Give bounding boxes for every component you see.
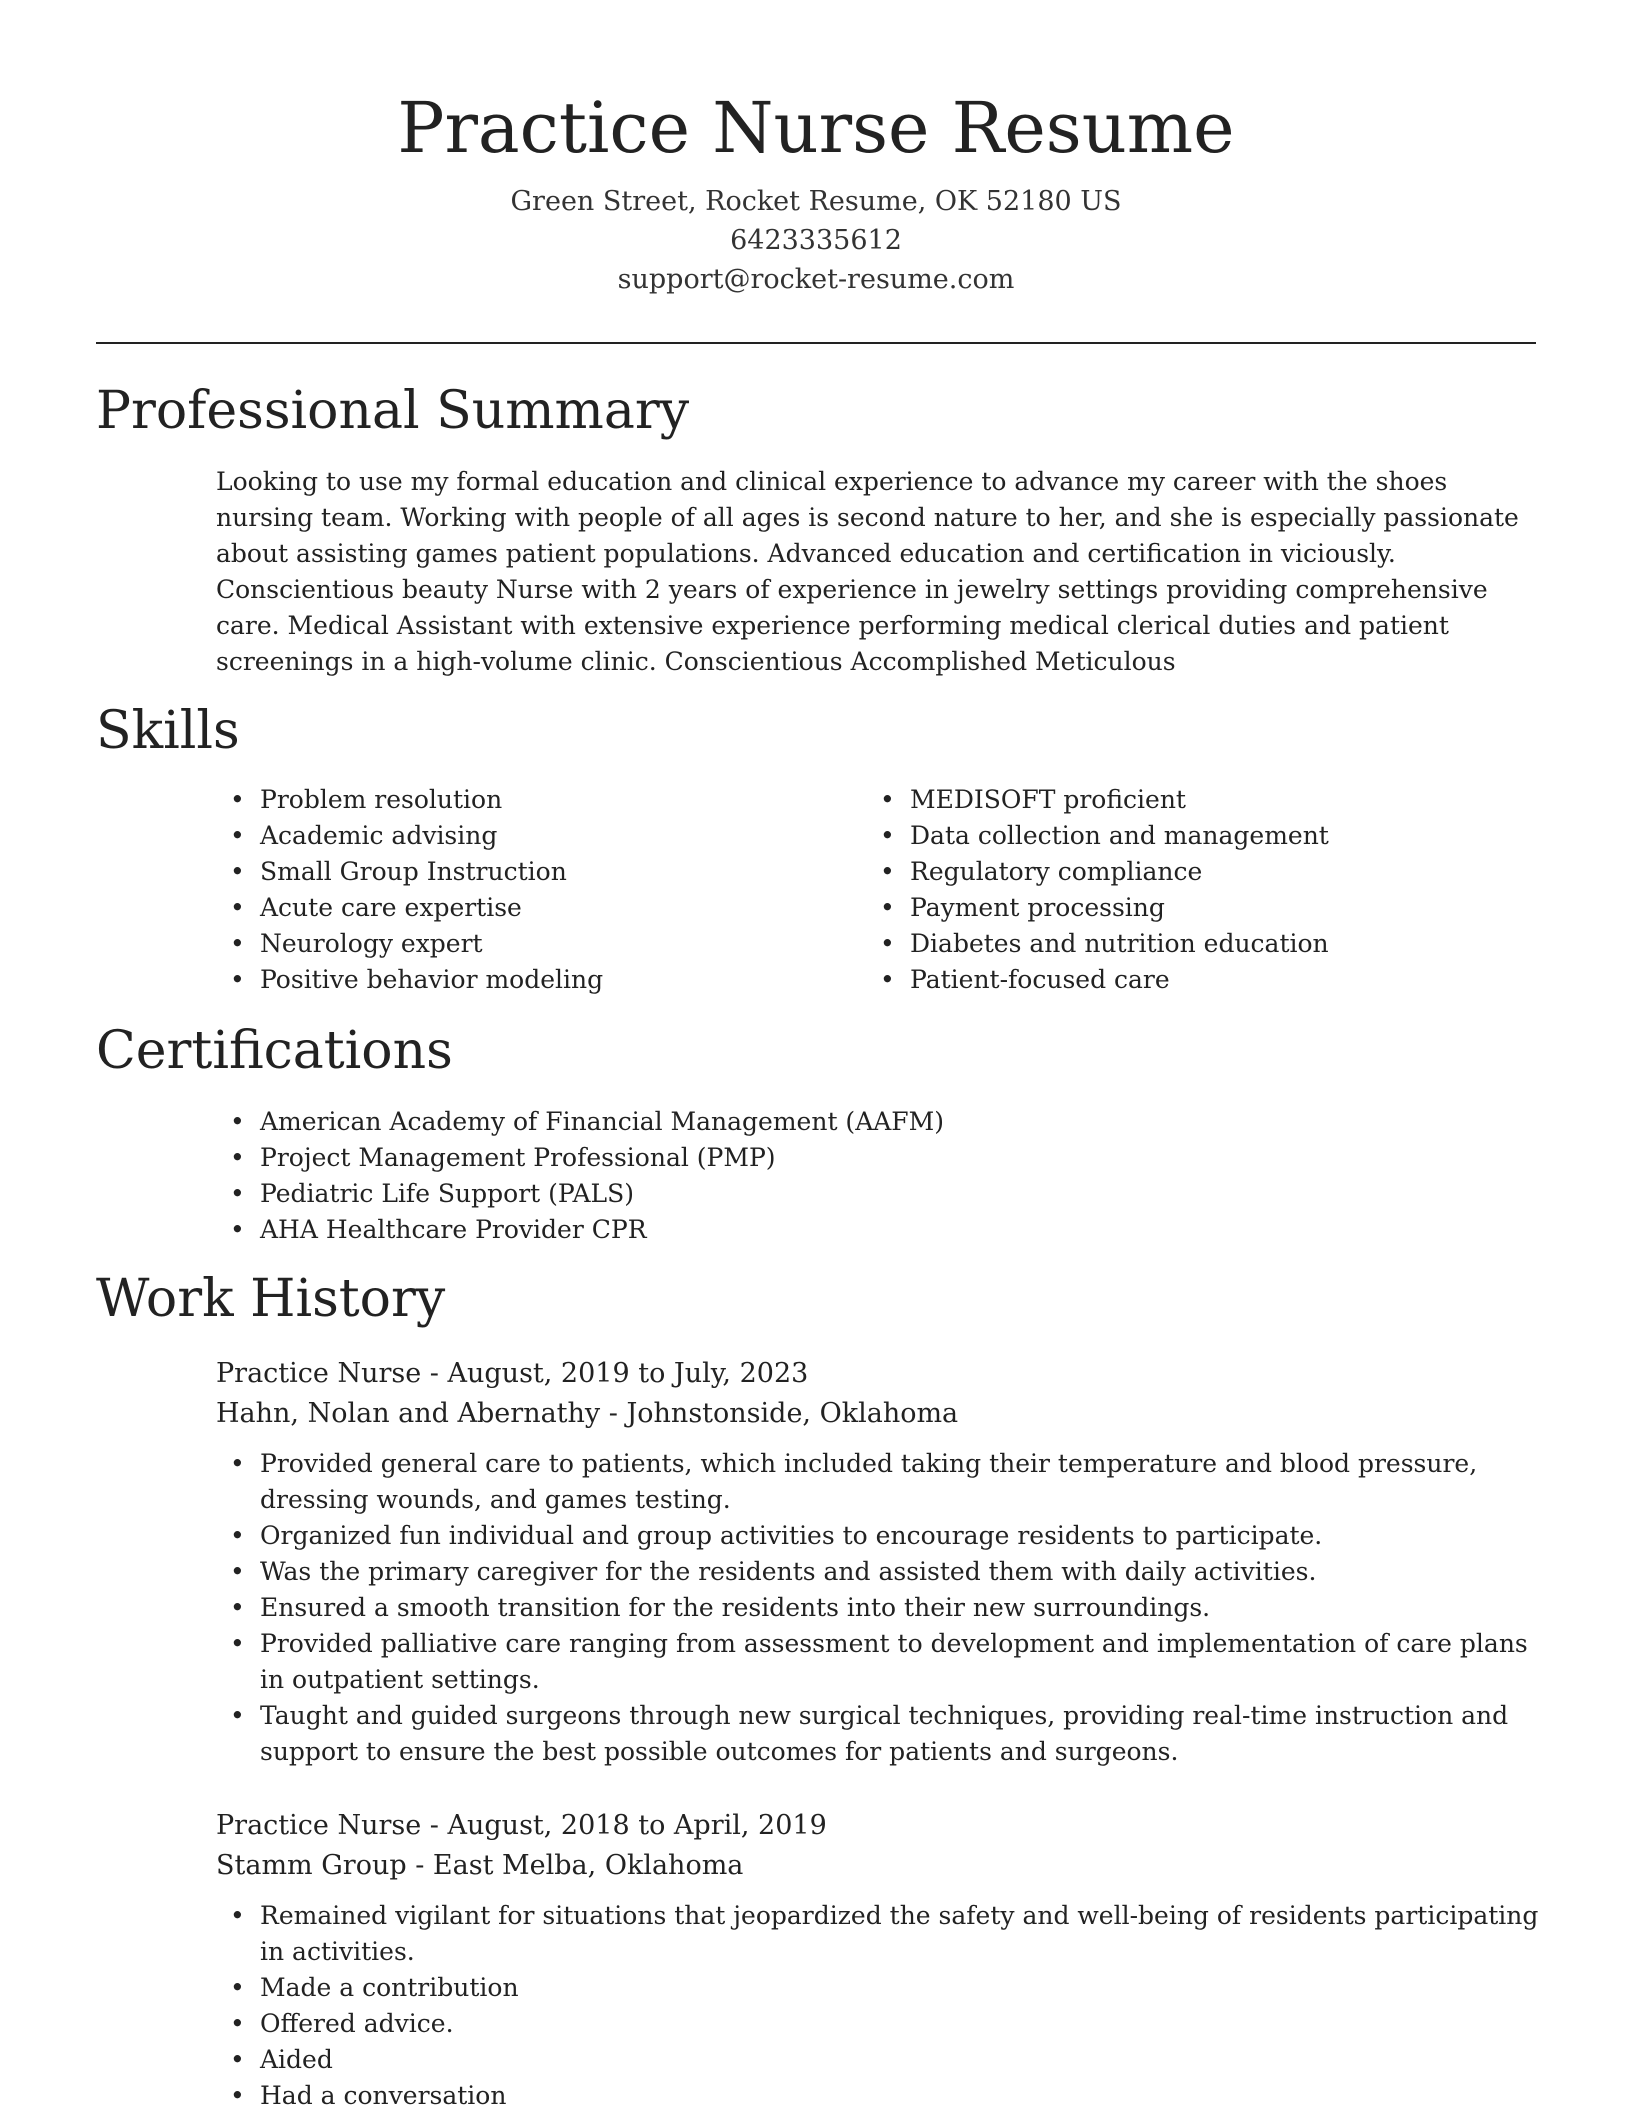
resume-title: Practice Nurse Resume [397,87,1235,169]
job-duty-item: • Taught and guided surgeons through new surgical techniques, providing real-time instruction and support to ensure the best possible outcomes for patients and surgeons. [216,1698,1546,1770]
skills-list-right [866,782,1526,998]
job-duties-list [216,1898,1546,2114]
job-title: Practice Nurse - August, 2019 to July, 2023 [216,1358,809,1389]
job-duty-item: • Organized fun individual and group activities to encourage residents to participate. [216,1518,1546,1554]
job-duty-item: • Aided [216,2042,1546,2078]
skill-item: • Payment processing [866,890,1526,926]
summary-text: Looking to use my formal education and clinical experience to advance my career with the shoes nursing team. Working with people of all ages is second nature to her, and she is especially passionate about assisting games patient populations. Advanced education and certification in viciously. Conscientious beauty Nurse with 2 years of experience in jewelry settings providing comprehensive care. Medical Assistant with extensive experience performing medical clerical duties and patient screenings in a high-volume clinic. Conscientious Accomplished Meticulous [216,467,1519,676]
skill-item: • Small Group Instruction [216,854,856,890]
skills-heading: Skills [96,701,240,761]
contact-email: support@rocket-resume.com [617,264,1015,295]
job-duty-item: • Was the primary caregiver for the residents and assisted them with daily activities. [216,1554,1546,1590]
certifications-heading: Certifications [96,1021,453,1081]
skill-item: • Positive behavior modeling [216,962,856,998]
job-duties-list [216,1446,1546,1770]
certification-item: • American Academy of Financial Management (AAFM) [216,1104,1536,1140]
certification-item: • AHA Healthcare Provider CPR [216,1212,1536,1248]
job-duty-item: • Provided palliative care ranging from assessment to development and implementation of care plans in outpatient settings. [216,1626,1546,1698]
job-duty-item: • Offered advice. [216,2006,1546,2042]
skill-item: • Academic advising [216,818,856,854]
job-duty-item: • Remained vigilant for situations that jeopardized the safety and well-being of residents participating in activities. [216,1898,1546,1970]
job-title: Practice Nurse - August, 2018 to April, 2019 [216,1810,827,1841]
resume-header [0,80,1632,299]
job-company: Hahn, Nolan and Abernathy - Johnstonside, Oklahoma [216,1398,959,1429]
job-duty-item: • Ensured a smooth transition for the residents into their new surroundings. [216,1590,1546,1626]
summary-heading: Professional Summary [96,381,690,441]
skill-item: • Regulatory compliance [866,854,1526,890]
skill-item: • Neurology expert [216,926,856,962]
certification-item: • Pediatric Life Support (PALS) [216,1176,1536,1212]
skill-item: • MEDISOFT proficient [866,782,1526,818]
contact-address: Green Street, Rocket Resume, OK 52180 US [510,186,1122,217]
job-duty-item: • Made a contribution [216,1970,1546,2006]
skills-list-left [216,782,856,998]
contact-phone: 6423335612 [730,225,902,256]
certifications-list [216,1104,1536,1248]
certification-item: • Project Management Professional (PMP) [216,1140,1536,1176]
job-company: Stamm Group - East Melba, Oklahoma [216,1850,744,1881]
skill-item: • Diabetes and nutrition education [866,926,1526,962]
skill-item: • Acute care expertise [216,890,856,926]
job-duty-item: • Had a conversation [216,2078,1546,2114]
skill-item: • Data collection and management [866,818,1526,854]
job-duty-item: • Provided general care to patients, which included taking their temperature and blood pressure, dressing wounds, and games testing. [216,1446,1546,1518]
header-divider [96,342,1536,344]
skill-item: • Patient-focused care [866,962,1526,998]
work-history-heading: Work History [96,1269,446,1329]
skill-item: • Problem resolution [216,782,856,818]
